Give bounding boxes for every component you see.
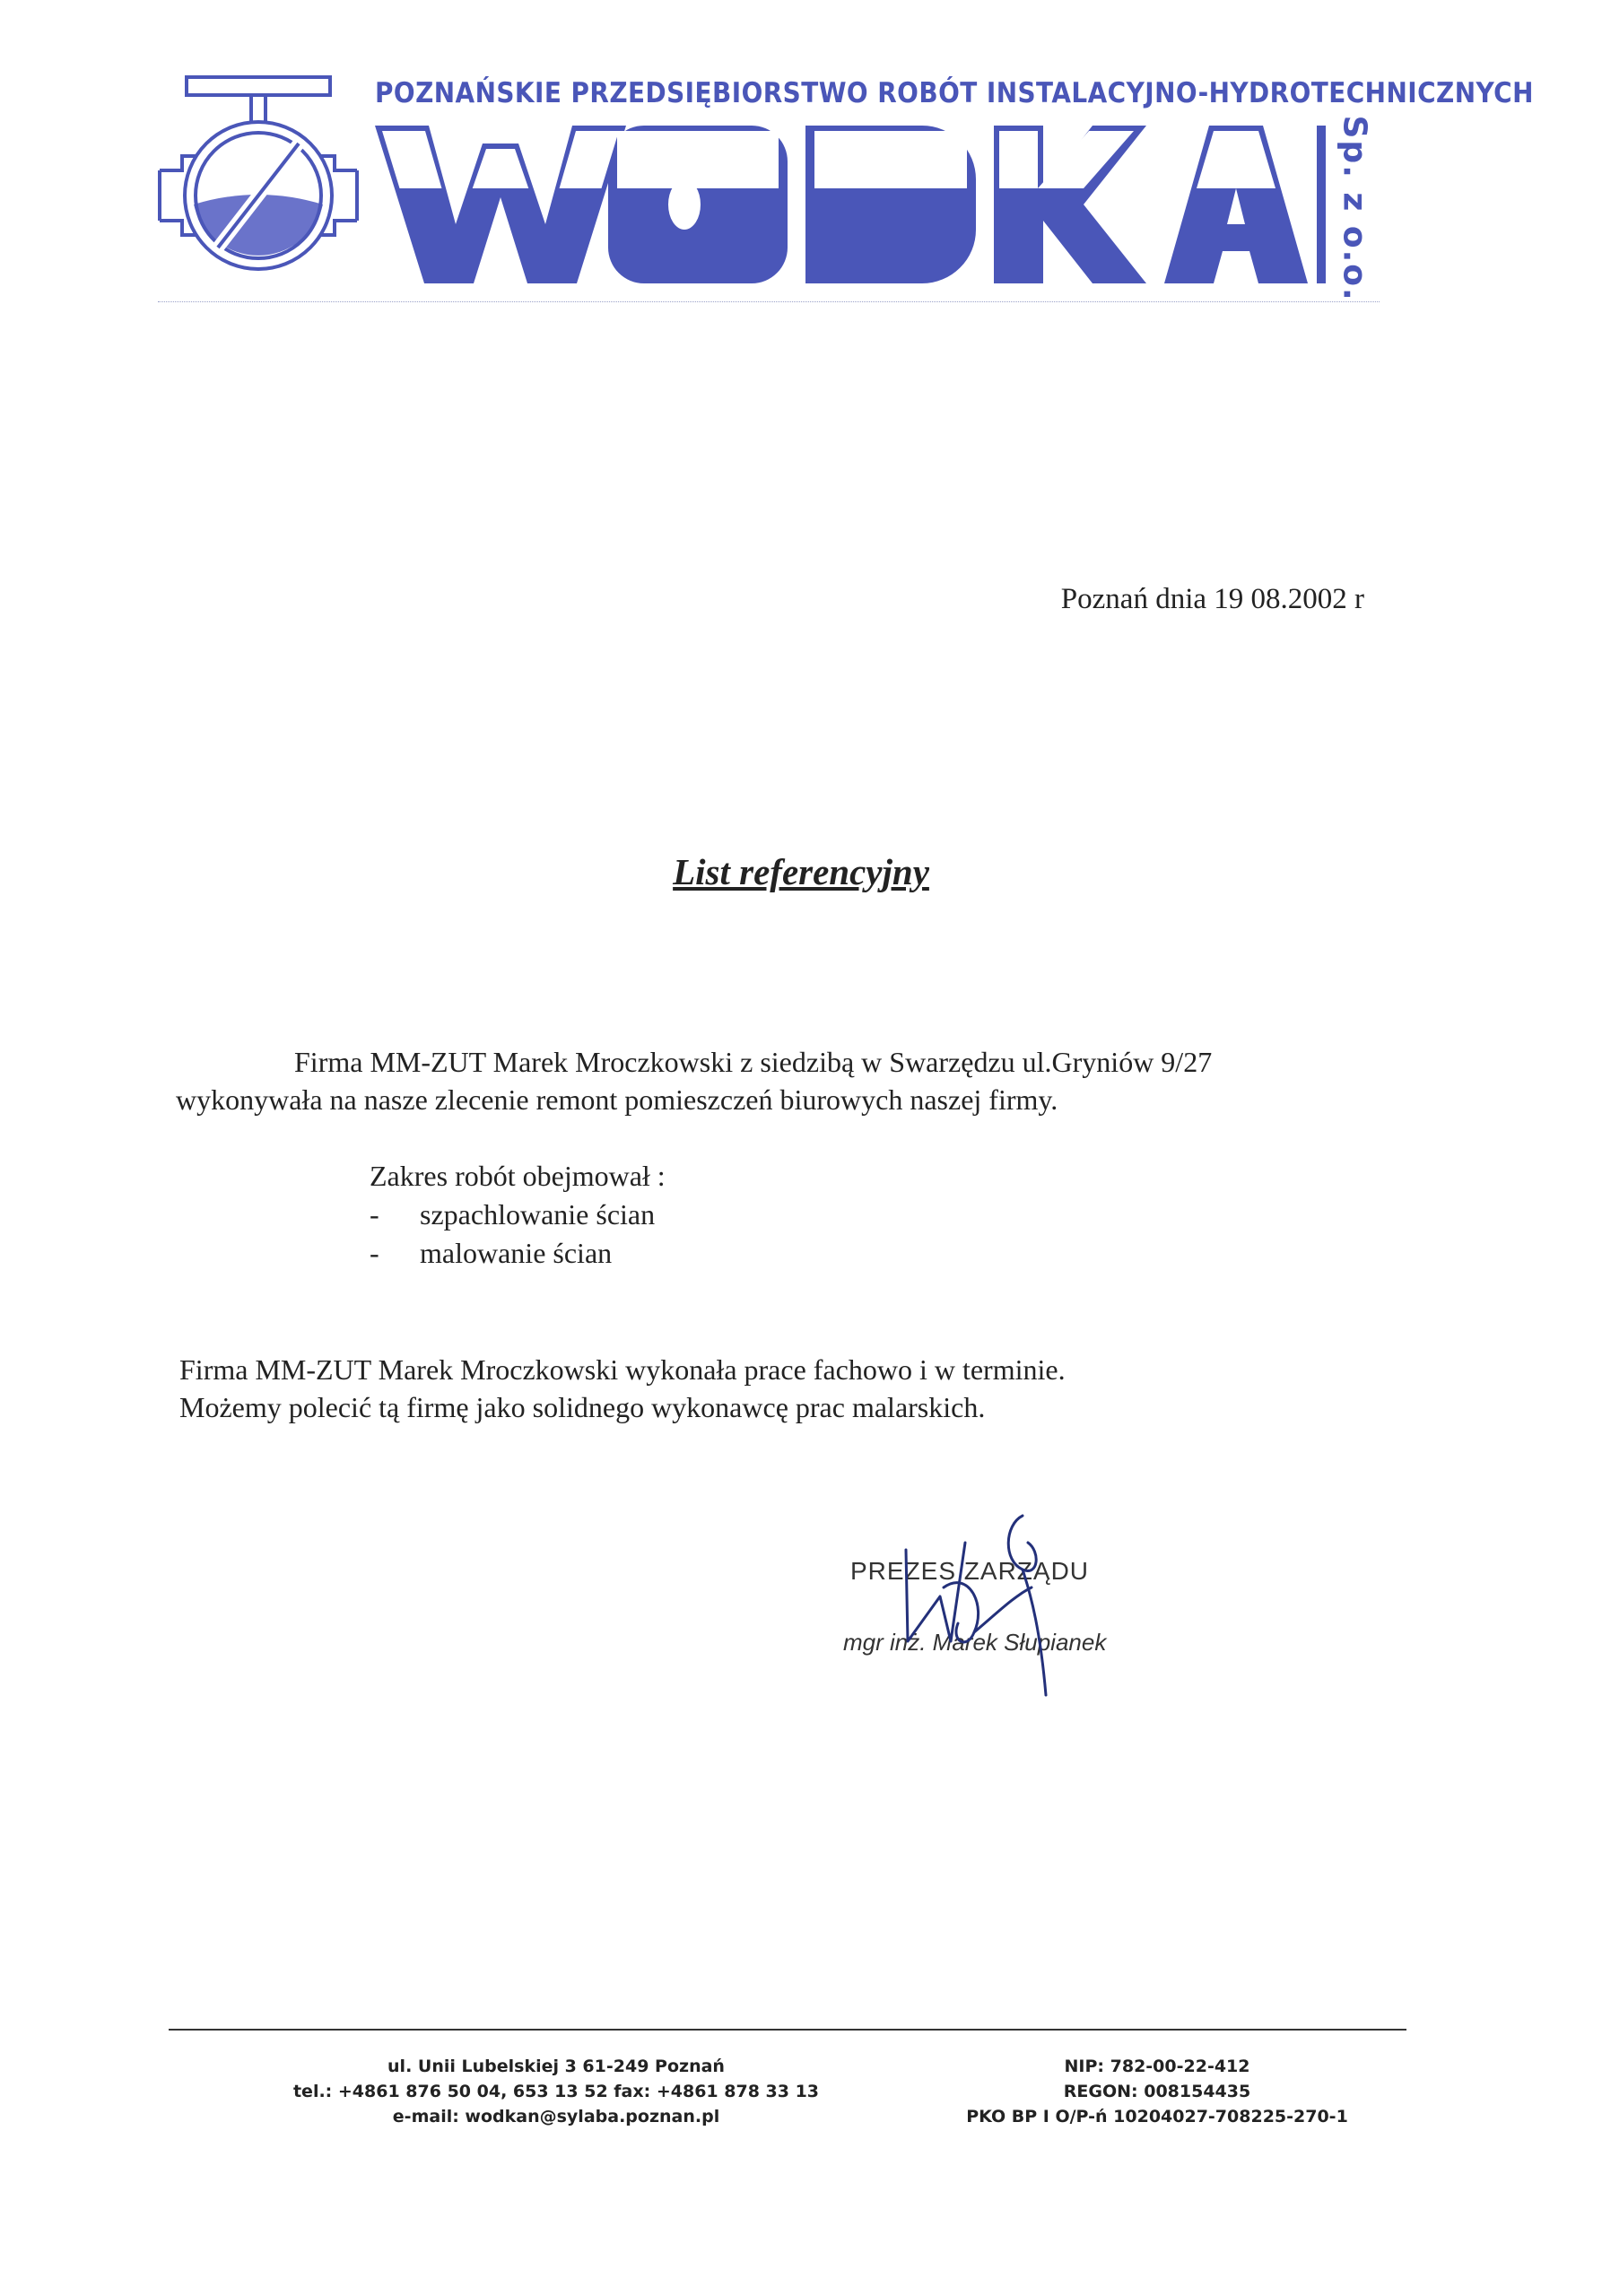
wodkan-wordmark-logo	[375, 126, 1326, 283]
bullet-dash: -	[370, 1237, 379, 1269]
document-title: List referencyjny	[673, 851, 929, 892]
footer-bank-account: PKO BP I O/P-ń 10204027-708225-270-1	[966, 2107, 1348, 2126]
paragraph-recommendation	[179, 1351, 1328, 1426]
signatory-role: PREZES ZARZĄDU	[850, 1557, 1090, 1585]
footer-regon: REGON: 008154435	[1063, 2082, 1251, 2101]
footer-address: ul. Unii Lubelskiej 3 61-249 Poznań	[387, 2057, 725, 2076]
valve-logo-icon	[151, 70, 366, 294]
header-divider	[158, 301, 1380, 302]
scope-of-work	[370, 1157, 666, 1273]
paragraph-intro-line-1: Firma MM-ZUT Marek Mroczkowski z siedzibą w Swarzędzu ul.Gryniów 9/27	[294, 1046, 1213, 1078]
footer-nip: NIP: 782-00-22-412	[1064, 2057, 1250, 2076]
footer-phones: tel.: +4861 876 50 04, 653 13 52 fax: +4861 878 33 13	[292, 2082, 820, 2101]
paragraph-intro	[176, 1043, 1324, 1118]
legal-form-label: Sp. z o.o.	[1336, 115, 1373, 302]
scope-list	[370, 1196, 666, 1273]
bullet-dash: -	[370, 1198, 379, 1231]
signatory-name: mgr inż. Marek Słupianek	[843, 1629, 1107, 1656]
scope-heading: Zakres robót obejmował :	[370, 1160, 666, 1192]
scope-item-text: szpachlowanie ścian	[420, 1198, 656, 1231]
paragraph-intro-line-2: wykonywała na nasze zlecenie remont pomieszczeń biurowych naszej firmy.	[176, 1083, 1058, 1116]
footer-registration	[906, 2054, 1408, 2129]
paragraph-recommendation-line-1: Firma MM-ZUT Marek Mroczkowski wykonała prace fachowo i w terminie.	[179, 1353, 1066, 1386]
place-and-date: Poznań dnia 19 08.2002 r	[1060, 583, 1364, 615]
footer-email: e-mail: wodkan@sylaba.poznan.pl	[392, 2107, 720, 2126]
list-item	[370, 1196, 666, 1234]
handwritten-signature	[888, 1507, 1085, 1704]
signature-block	[843, 1507, 1220, 1704]
letterhead	[0, 0, 1602, 323]
footer-contact	[269, 2054, 843, 2129]
list-item	[370, 1234, 666, 1273]
paragraph-recommendation-line-2: Możemy polecić tą firmę jako solidnego wykonawcę prac malarskich.	[179, 1391, 986, 1423]
footer-divider	[169, 2029, 1406, 2031]
scope-item-text: malowanie ścian	[420, 1237, 613, 1269]
company-full-name: POZNAŃSKIE PRZEDSIĘBIORSTWO ROBÓT INSTALACYJNO-HYDROTECHNICZNYCH	[375, 77, 1534, 109]
